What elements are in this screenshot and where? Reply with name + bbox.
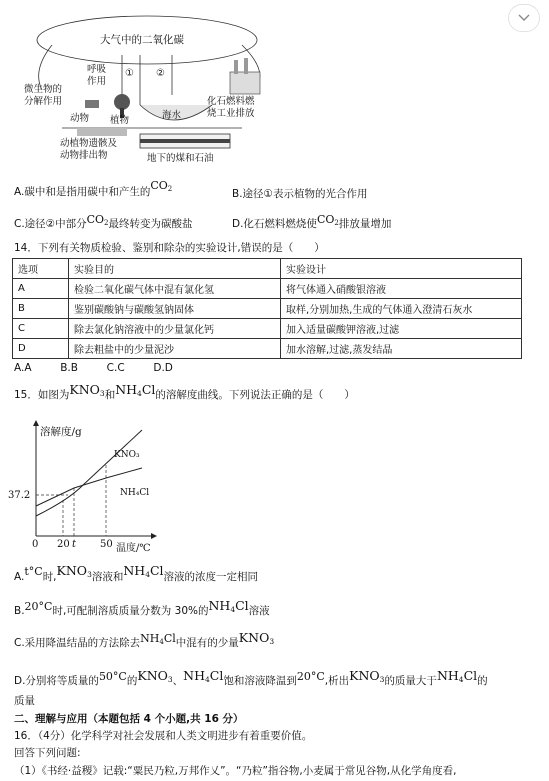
formula-kno3: $KNO_3$ (349, 668, 385, 684)
q15-stem: 15．如图为$KNO_3$和$NH_4Cl$的溶解度曲线。下列说法正确的是（ ） (14, 382, 355, 401)
formula-kno3: $KNO_3$ (69, 382, 105, 398)
table-header-row (13, 259, 522, 279)
fig-seawater: 海水 (162, 110, 182, 121)
x-tick-label: 50 (100, 539, 113, 550)
formula-nh4cl: $NH_4Cl$ (115, 382, 156, 398)
table-cell: 除去氯化钠溶液中的少量氯化钙 (69, 319, 281, 339)
q13-option-b: B.途径①表示植物的光合作用 (232, 188, 368, 200)
table-cell: B (13, 299, 69, 319)
series-nh4cl-curve (36, 468, 142, 506)
series-kno3-curve (36, 430, 142, 516)
y-axis-arrow (33, 420, 39, 426)
x-tick-label: 0 (32, 539, 39, 550)
formula-nh4cl: $NH_4Cl$ (436, 668, 478, 684)
formula-kno3: $KNO_3$ (56, 563, 92, 579)
x-tick-label: t (72, 539, 77, 550)
table-cell: 除去粗盐中的少量泥沙 (69, 339, 281, 359)
table-cell: 取样,分别加热,生成的气体通入澄清石灰水 (281, 299, 522, 319)
formula-nh4cl: $NH_4Cl$ (140, 632, 176, 646)
q16-stem: 16．（4分）化学科学对社会发展和人类文明进步有着重要价值。 (14, 730, 313, 742)
fig-atmosphere: 大气中的二氧化碳 (100, 34, 184, 46)
q14-answer-c: C.C (106, 362, 125, 374)
q15-option-c: C.采用降温结晶的方法除去$NH_4Cl$中混有的少量$KNO_3$ (14, 630, 275, 649)
q14-answers (14, 362, 173, 374)
fig-respiration: 呼吸 作用 (87, 64, 107, 87)
table-row (13, 319, 522, 339)
q16-part-1: （1）《书经·益稷》记载:“粟民乃粒,万邦作乂”。“乃粒”指谷物,小麦属于常见谷物,从化学角度看, (14, 765, 457, 777)
q14-table (12, 258, 522, 359)
table-cell: 加入适量碳酸钾溶液,过滤 (281, 319, 522, 339)
series-label-kno3: KNO₃ (114, 450, 140, 460)
table-cell: 将气体通入硝酸银溶液 (281, 279, 522, 299)
q14-answer-a: A.A (14, 362, 32, 374)
series-label-nh4cl: NH₄Cl (120, 488, 150, 498)
solubility-chart (8, 418, 162, 558)
table-cell: D (13, 339, 69, 359)
q15-option-d: D.分别将等质量的50°C的$KNO_3$、$NH_4Cl$饱和溶液降温到20°C,析出$KNO_3$的质量大于$NH_4Cl$的 (14, 668, 488, 687)
table-cell: A (13, 279, 69, 299)
q15-option-a: A.t°C时$,KNO_3$溶液和$NH_4Cl$溶液的浓度一定相同 (14, 563, 259, 583)
table-header-cell: 实验目的 (69, 259, 281, 279)
fig-fossil-emission: 化石燃料燃 烧工业排放 (207, 96, 255, 119)
formula-kno3: $KNO_3$ (137, 668, 173, 684)
section-heading: 二、理解与应用（本题包括 4 个小题,共 16 分） (14, 713, 244, 725)
table-row (13, 279, 522, 299)
table-header-cell: 实验设计 (281, 259, 522, 279)
q13-option-a: A.碳中和是指用碳中和产生的$CO_2$ (14, 179, 173, 198)
x-axis-label: 温度/℃ (116, 543, 151, 554)
q14-answer-d: D.D (153, 362, 173, 374)
fig-plants: 植物 (110, 115, 130, 126)
formula-co2: $CO_2$ (316, 213, 339, 227)
fig-decomposition: 微生物的 分解作用 (24, 84, 63, 107)
collapse-button[interactable] (508, 4, 540, 32)
fig-remains: 动植物遗骸及 动物排出物 (60, 138, 118, 161)
q14-answer-b: B.B (60, 362, 78, 374)
table-cell: C (13, 319, 69, 339)
q13-option-d: D.化石燃料燃烧使$CO_2$排放量增加 (232, 213, 392, 230)
x-tick-label: 20 (57, 539, 70, 550)
table-row (13, 299, 522, 319)
x-axis-arrow (151, 533, 157, 539)
chevron-down-icon (518, 14, 530, 22)
q13-option-c: C.途径②中部分$CO_2$最终转变为碳酸盐 (14, 213, 193, 230)
q14-stem: 14．下列有关物质检验、鉴别和除杂的实验设计,错误的是（ ） (14, 242, 325, 254)
q16-prompt: 回答下列问题: (14, 747, 81, 759)
formula-nh4cl: $NH_4Cl$ (123, 563, 164, 579)
carbon-cycle-figure (22, 10, 272, 175)
q15-option-b: B.20°C时,可配制溶质质量分数为 30%的$NH_4Cl$溶液 (14, 598, 270, 617)
y-axis-label: 溶解度/g (40, 426, 82, 438)
table-row (13, 339, 522, 359)
fig-coal-oil: 地下的煤和石油 (147, 153, 214, 164)
fig-route-2: ② (156, 68, 165, 79)
formula-co2: $CO_2$ (150, 179, 173, 193)
formula-co2: $CO_2$ (86, 213, 109, 227)
q15-option-d-cont: 质量 (14, 695, 35, 707)
formula-kno3: $KNO_3$ (238, 630, 275, 646)
y-tick-label: 37.2 (8, 490, 31, 501)
formula-nh4cl: $NH_4Cl$ (208, 598, 249, 614)
table-header-cell: 选项 (13, 259, 69, 279)
table-cell: 鉴别碳酸钠与碳酸氢钠固体 (69, 299, 281, 319)
formula-nh4cl: $NH_4Cl$ (183, 668, 224, 684)
fig-animals: 动物 (70, 113, 90, 124)
table-cell: 加水溶解,过滤,蒸发结晶 (281, 339, 522, 359)
fig-route-1: ① (125, 68, 134, 79)
table-cell: 检验二氧化碳气体中混有氯化氢 (69, 279, 281, 299)
